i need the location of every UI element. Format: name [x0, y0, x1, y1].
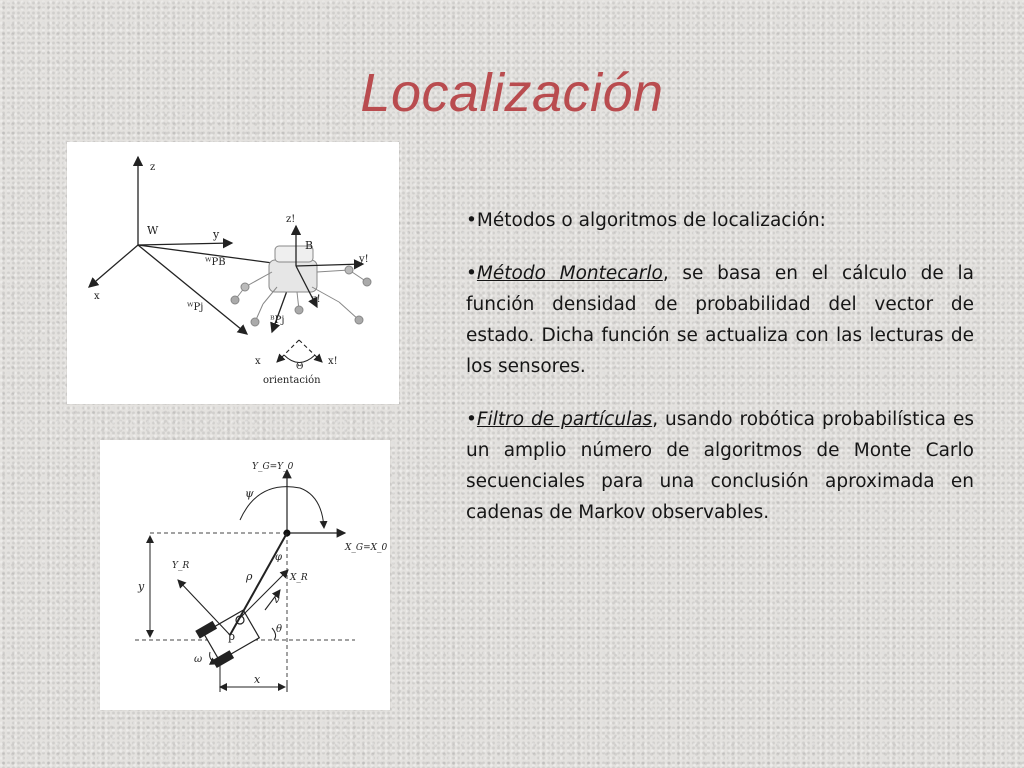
label-v: v — [274, 595, 280, 606]
term-particle-filter: Filtro de partículas — [476, 409, 653, 430]
label-y: y — [213, 228, 220, 241]
label-w: W — [147, 224, 159, 237]
label-b: B — [305, 239, 314, 252]
label-xg: X_G=X_0 — [345, 543, 388, 553]
frames-diagram-svg — [67, 142, 399, 404]
particle-filter-text: , usando robótica probabilística es un amplio número de algoritmos de Monte Carlo secuenciales para una conclusión aproximada en cadenas de Markov observables. — [466, 409, 974, 523]
label-z: z — [150, 162, 156, 173]
pose-diagram-svg — [100, 440, 390, 710]
label-orientacion: orientación — [263, 375, 321, 386]
label-theta: θ — [276, 624, 283, 635]
pose-diagram — [100, 440, 390, 710]
label-x: x — [94, 291, 100, 302]
bullet-methods: •Métodos o algoritmos de localización: — [466, 210, 826, 231]
term-montecarlo: Método Montecarlo — [476, 263, 663, 284]
vector-wpj — [138, 245, 247, 334]
content-text — [466, 205, 974, 550]
label-theta: Θ — [296, 362, 304, 372]
world-x-axis — [89, 245, 138, 287]
label-wpb: ᵂPB — [205, 257, 226, 268]
label-x-bottom: x — [255, 356, 261, 367]
label-xb: x! — [311, 294, 321, 305]
label-yr: Y_R — [172, 561, 190, 571]
label-yb: y! — [359, 254, 369, 265]
label-bpj: ᴮPj — [270, 315, 285, 326]
montecarlo-text: , se basa en el cálculo de la función densidad de probabilidad del vector de estado. Dicha función se actualiza con las lecturas de los sensores. — [466, 263, 974, 377]
label-xr: X_R — [290, 573, 308, 583]
label-y-dim: y — [138, 580, 145, 593]
label-phi: φ — [275, 552, 283, 563]
label-yg: Y_G=Y_0 — [252, 462, 294, 472]
frames-diagram — [67, 142, 399, 404]
slide-title: Localización — [360, 63, 664, 123]
label-psi: ψ — [245, 487, 254, 500]
label-p: p — [228, 630, 236, 643]
label-x-bang: x! — [328, 356, 338, 367]
label-rho: ρ — [246, 570, 253, 583]
label-omega: ω — [194, 654, 203, 665]
robot-sketch — [231, 246, 371, 326]
label-x-dim: x — [254, 673, 261, 686]
bullet-montecarlo: •Método Montecarlo, se basa en el cálculo de la función densidad de probabilidad del vector de estado. Dicha función se actualiza con las lecturas de los sensores. — [466, 263, 974, 377]
label-zb: z! — [286, 214, 296, 225]
world-y-axis — [138, 243, 232, 245]
bullet-particle-filter: •Filtro de partículas, usando robótica probabilística es un amplio número de algoritmos de Monte Carlo secuenciales para una conclusión aproximada en cadenas de Markov observables. — [466, 409, 974, 523]
label-wpj: ᵂPj — [187, 302, 204, 313]
